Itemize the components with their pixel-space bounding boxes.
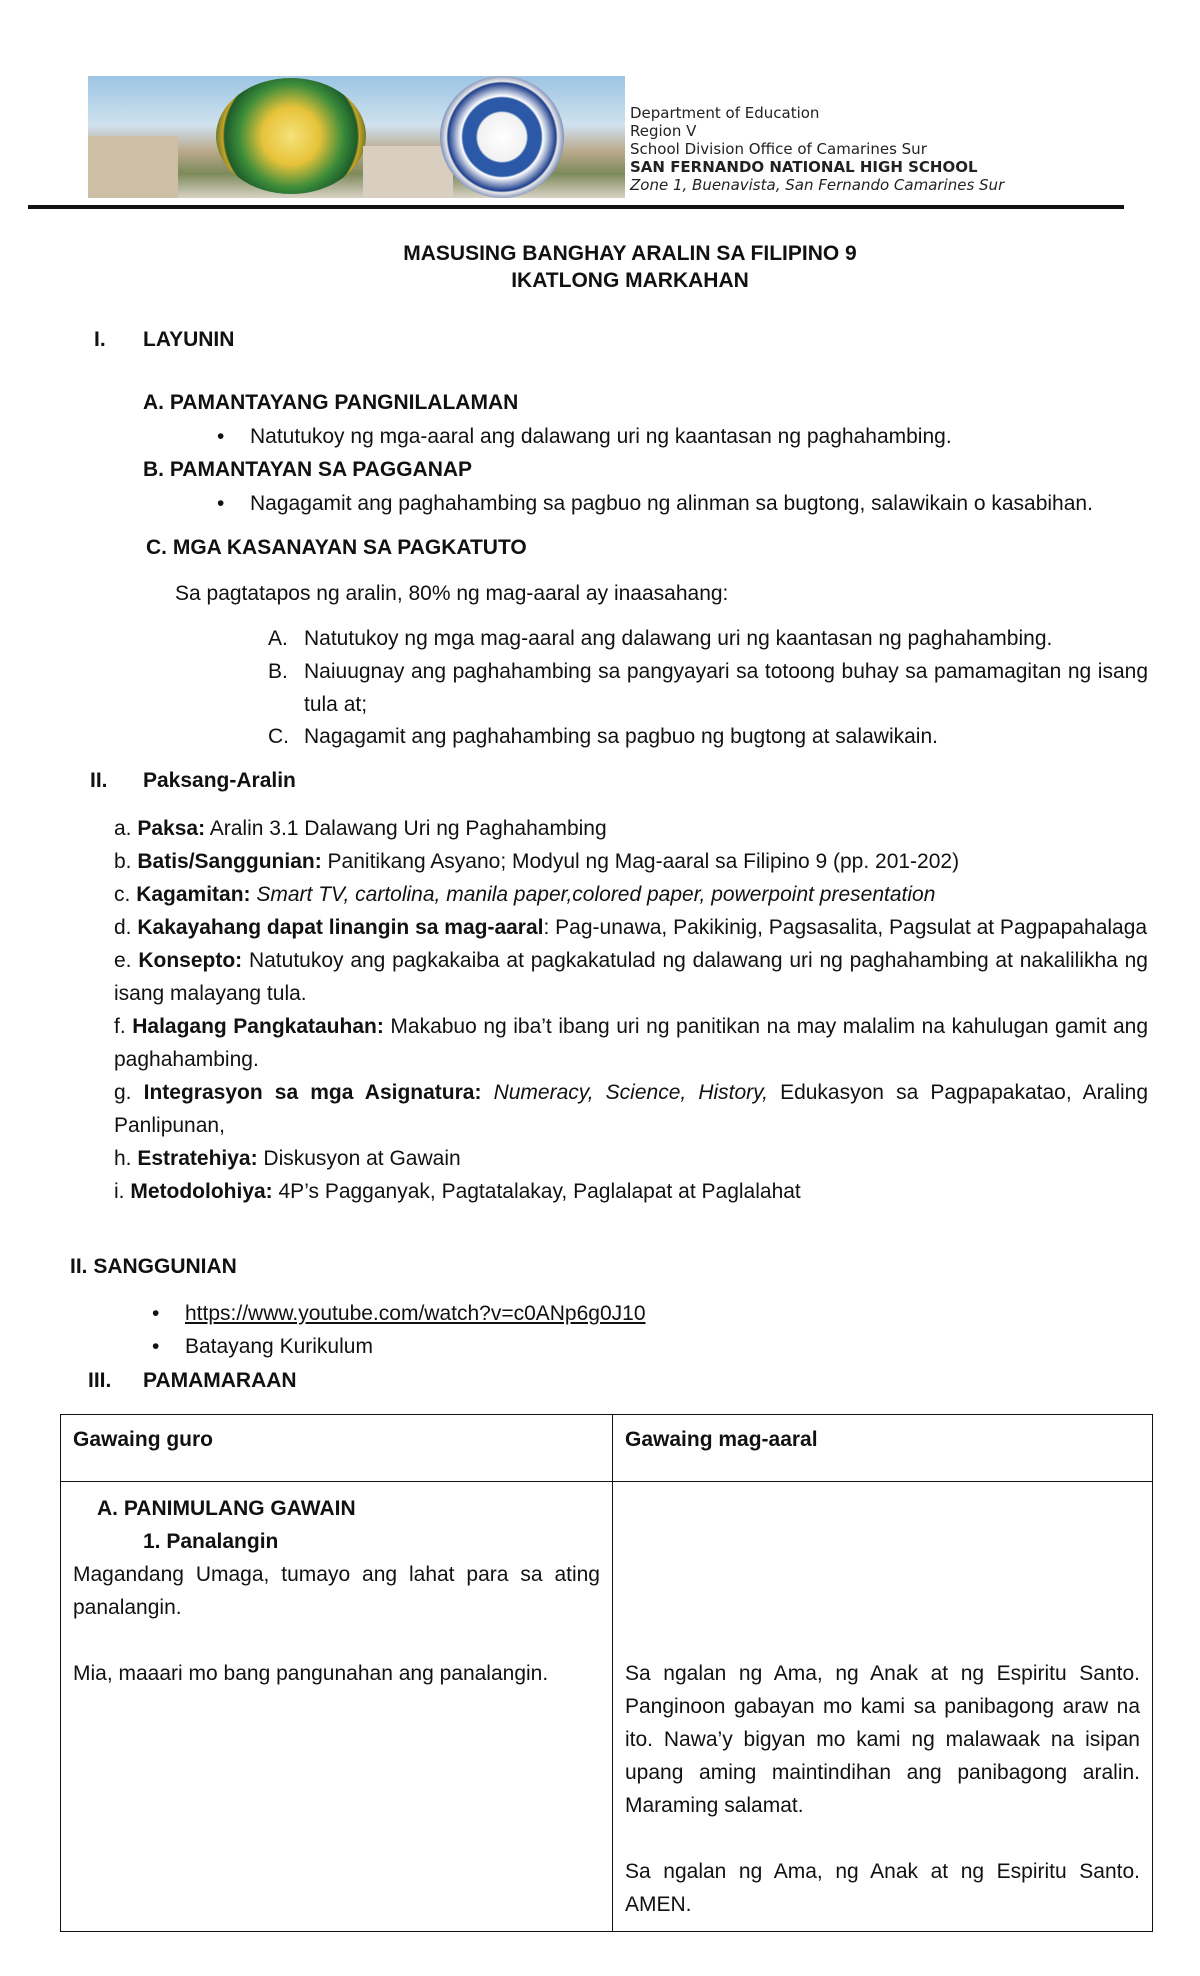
student-line: Sa ngalan ng Ama, ng Anak at ng Espiritu Santo. Panginoon gabayan mo kami sa panibagong araw na ito. Nawa’y bigyan mo kami ng malawaak na isipan upang aming maintindihan ang panibagong aralin. Maraming salamat. [625, 1662, 1140, 1817]
cell-guro [61, 1482, 613, 1932]
section-heading-paksang-aralin: Paksang-Aralin [143, 769, 296, 792]
header-text [630, 104, 1004, 194]
page-title: MASUSING BANGHAY ARALIN SA FILIPINO 9 [403, 242, 857, 265]
subheading-pamantayang-pangnilalaman: A. PAMANTAYANG PANGNILALAMAN [143, 391, 519, 414]
bullet-item: • Natutukoy ng mga-aaral ang dalawang uri ng kaantasan ng paghahambing. [250, 420, 952, 453]
activity-section-heading: A. PANIMULANG GAWAIN [97, 1497, 356, 1520]
page-subtitle: IKATLONG MARKAHAN [511, 269, 749, 292]
table-row [61, 1482, 1153, 1932]
school-name: SAN FERNANDO NATIONAL HIGH SCHOOL [630, 158, 978, 176]
section-heading-layunin: LAYUNIN [143, 328, 235, 351]
header-line: School Division Office of Camarines Sur [630, 140, 927, 158]
division-seal-logo [216, 78, 366, 194]
activity-subheading: 1. Panalangin [143, 1530, 279, 1553]
list-item: i. Metodolohiya: 4P’s Pagganyak, Pagtatalakay, Paglalapat at Paglalahat [114, 1180, 801, 1203]
subheading-pamantayan-sa-pagganap: B. PAMANTAYAN SA PAGGANAP [143, 458, 473, 481]
youtube-link[interactable]: • https://www.youtube.com/watch?v=c0ANp6g0J10 [185, 1297, 646, 1330]
section-number: I. [94, 328, 106, 351]
column-header-mag-aaral: Gawaing mag-aaral [613, 1415, 1153, 1482]
school-building-image [88, 136, 178, 198]
objective-text: Naiuugnay ang paghahambing sa pangyayari sa totoong buhay sa pamamagitan ng isang tula at; [304, 660, 1148, 716]
objective-text: Nagagamit ang paghahambing sa pagbuo ng bugtong at salawikain. [304, 725, 938, 748]
list-item: f. Halagang Pangkatauhan: Makabuo ng iba’t ibang uri ng panitikan na may malalim na kahulugan gamit ang paghahambing. [114, 1015, 1148, 1071]
school-seal-logo [440, 76, 564, 198]
school-address: Zone 1, Buenavista, San Fernando Camarines Sur [630, 176, 1005, 194]
header-line: Region V [630, 122, 697, 140]
teacher-line: Magandang Umaga, tumayo ang lahat para sa ating panalangin. [73, 1563, 600, 1619]
list-item: g. Integrasyon sa mga Asignatura: Numeracy, Science, History, Edukasyon sa Pagpapakatao, Araling Panlipunan, [114, 1081, 1149, 1137]
objective-letter: A. [268, 627, 288, 650]
list-item: c. Kagamitan: Smart TV, cartolina, manila paper,colored paper, powerpoint presentation [114, 883, 936, 906]
cell-mag-aaral [613, 1482, 1153, 1932]
list-item: h. Estratehiya: Diskusyon at Gawain [114, 1147, 461, 1170]
table-header-row [61, 1415, 1153, 1482]
section-number: II. [90, 769, 108, 792]
paksa-list [114, 812, 1148, 1208]
header-line: Department of Education [630, 104, 820, 122]
list-item: a. Paksa: Aralin 3.1 Dalawang Uri ng Paghahambing [114, 817, 607, 840]
section-heading-pamamaraan: PAMAMARAAN [143, 1369, 297, 1392]
list-item: b. Batis/Sanggunian: Panitikang Asyano; Modyul ng Mag-aaral sa Filipino 9 (pp. 201-202) [114, 850, 960, 873]
objective-text: Natutukoy ng mga mag-aaral ang dalawang uri ng kaantasan ng paghahambing. [304, 627, 1053, 650]
bullet-item: • Nagagamit ang paghahambing sa pagbuo ng alinman sa bugtong, salawikain o kasabihan. [250, 487, 1093, 520]
column-header-guro: Gawaing guro [61, 1415, 613, 1482]
lesson-plan-table [60, 1414, 1153, 1932]
school-building-image [363, 146, 453, 198]
objectives-intro: Sa pagtatapos ng aralin, 80% ng mag-aaral ay inaasahang: [175, 582, 729, 605]
header-divider [28, 205, 1124, 209]
objective-letter: C. [268, 725, 289, 748]
list-item: d. Kakayahang dapat linangin sa mag-aaral: Pag-unawa, Pakikinig, Pagsasalita, Pagsulat at Pagpapahalaga [114, 916, 1148, 939]
bullet-item: • Batayang Kurikulum [185, 1330, 373, 1363]
list-item: e. Konsepto: Natutukoy ang pagkakaiba at pagkakatulad ng dalawang uri ng paghahambing at nakalilikha ng isang malayang tula. [114, 949, 1148, 1005]
teacher-line: Mia, maaari mo bang pangunahan ang panalangin. [73, 1662, 549, 1685]
section-number: III. [88, 1369, 112, 1392]
header-banner [88, 76, 625, 198]
subheading-kasanayan: C. MGA KASANAYAN SA PAGKATUTO [146, 536, 527, 559]
section-heading-sanggunian: II. SANGGUNIAN [70, 1255, 237, 1278]
student-line: Sa ngalan ng Ama, ng Anak at ng Espiritu Santo. AMEN. [625, 1860, 1140, 1916]
objective-letter: B. [268, 660, 288, 683]
